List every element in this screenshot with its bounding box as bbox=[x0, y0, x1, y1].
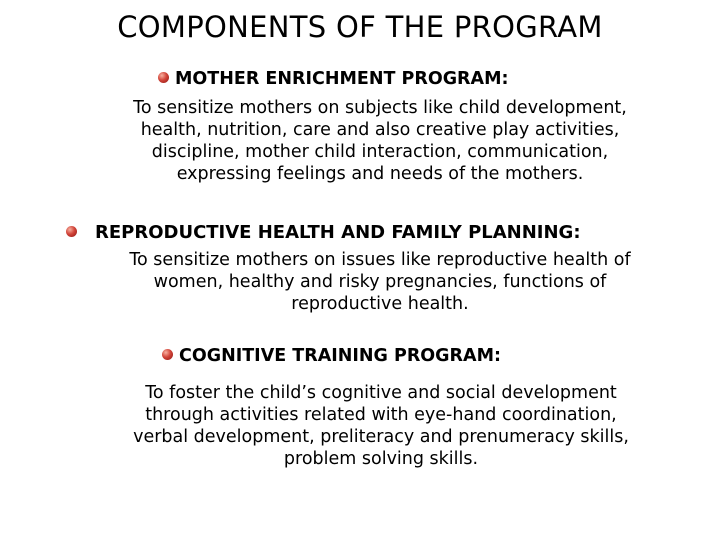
body-line: expressing feelings and needs of the mothers. bbox=[176, 164, 584, 184]
body-line: To sensitize mothers on issues like reproductive health of bbox=[129, 250, 631, 270]
section-heading-cognitive-training bbox=[162, 346, 501, 366]
section-body-cognitive-training bbox=[0, 382, 720, 470]
bullet-icon bbox=[158, 72, 169, 83]
section-heading-reproductive-health bbox=[66, 222, 581, 243]
bullet-icon bbox=[162, 349, 173, 360]
section-heading-mother-enrichment bbox=[158, 69, 509, 89]
body-line: health, nutrition, care and also creative play activities, bbox=[140, 120, 620, 140]
body-line: reproductive health. bbox=[291, 294, 469, 314]
body-line: women, healthy and risky pregnancies, functions of bbox=[153, 272, 607, 292]
body-line: problem solving skills. bbox=[283, 449, 479, 469]
bullet-icon bbox=[66, 226, 77, 237]
heading-label: MOTHER ENRICHMENT PROGRAM: bbox=[175, 69, 509, 89]
body-line: To sensitize mothers on subjects like child development, bbox=[133, 98, 627, 118]
body-line: through activities related with eye-hand coordination, bbox=[145, 405, 617, 425]
heading-label: COGNITIVE TRAINING PROGRAM: bbox=[179, 346, 501, 366]
section-body-reproductive-health bbox=[0, 249, 720, 315]
body-line: verbal development, preliteracy and prenumeracy skills, bbox=[133, 427, 629, 447]
body-line: To foster the child’s cognitive and social development bbox=[145, 383, 617, 403]
slide-title: COMPONENTS OF THE PROGRAM bbox=[117, 10, 603, 44]
body-line: discipline, mother child interaction, communication, bbox=[151, 142, 609, 162]
heading-label: REPRODUCTIVE HEALTH AND FAMILY PLANNING: bbox=[95, 222, 581, 243]
section-body-mother-enrichment bbox=[0, 97, 720, 185]
